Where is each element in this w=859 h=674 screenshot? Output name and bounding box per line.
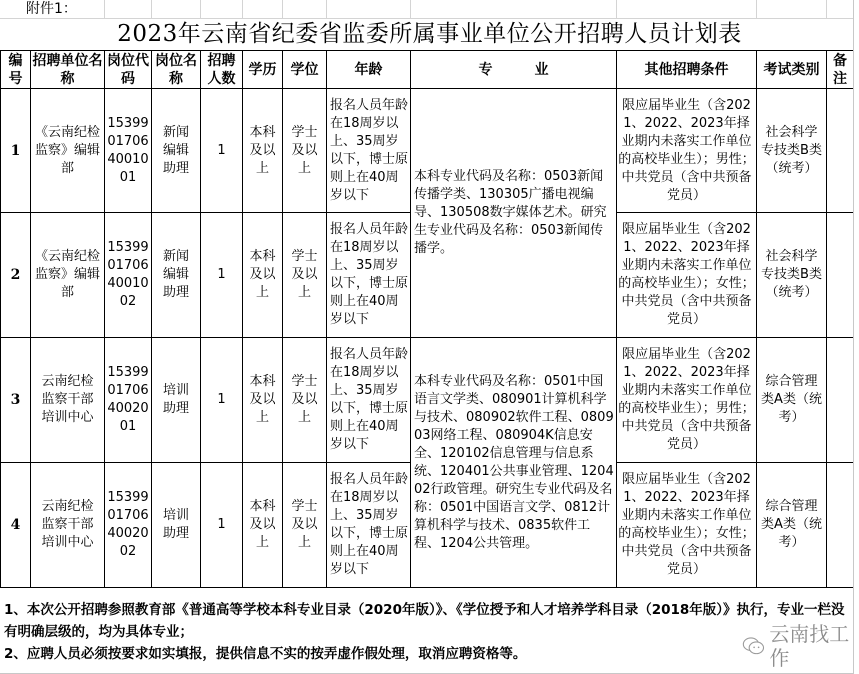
row-remark xyxy=(827,213,854,338)
row-major: 本科专业代码及名称：0503新闻传播学类、130305广播电视编导、130508数字媒体艺术。研究生专业代码及名称：0503新闻传播学。 xyxy=(411,89,617,338)
header-index: 编号 xyxy=(1,51,31,89)
row-other-conditions: 限应届毕业生（含2021、2022、2023年择业期内未落实工作单位的高校毕业生）；女性；中共党员（含中共预备党员） xyxy=(617,463,757,588)
header-degree: 学位 xyxy=(283,51,327,89)
row-education: 本科及以上 xyxy=(243,89,283,213)
row-other-conditions: 限应届毕业生（含2021、2022、2023年择业期内未落实工作单位的高校毕业生）；男性；中共党员（含中共预备党员） xyxy=(617,89,757,213)
header-age: 年龄 xyxy=(327,51,411,89)
row-post-code: 15399017064001002 xyxy=(105,213,152,338)
wechat-icon xyxy=(742,635,765,657)
row-education: 本科及以上 xyxy=(243,463,283,588)
header-exam-type: 考试类别 xyxy=(757,51,827,89)
row-age: 报名人员年龄在18周岁以上、35周岁以下，博士原则上在40周岁以下 xyxy=(327,338,411,463)
row-education: 本科及以上 xyxy=(243,213,283,338)
top-gridlines xyxy=(0,0,853,19)
row-degree: 学士及以上 xyxy=(283,338,327,463)
table-row xyxy=(1,89,854,213)
header-count: 招聘人数 xyxy=(201,51,243,89)
recruitment-plan-table xyxy=(0,50,854,588)
row-other-conditions: 限应届毕业生（含2021、2022、2023年择业期内未落实工作单位的高校毕业生）；女性；中共党员（含中共预备党员） xyxy=(617,213,757,338)
row-count: 1 xyxy=(201,89,243,213)
header-post-code: 岗位代码 xyxy=(105,51,152,89)
row-age: 报名人员年龄在18周岁以上、35周岁以下，博士原则上在40周岁以下 xyxy=(327,213,411,338)
row-count: 1 xyxy=(201,338,243,463)
row-post-name: 新闻编辑助理 xyxy=(152,213,201,338)
row-unit: 《云南纪检监察》编辑部 xyxy=(31,89,105,213)
footnote-2: 2、应聘人员必须按要求如实填报，提供信息不实的按弄虚作假处理，取消应聘资格等。 xyxy=(4,646,527,662)
row-post-code: 15399017064001001 xyxy=(105,89,152,213)
row-post-code: 15399017064002002 xyxy=(105,463,152,588)
sheet-right-edge xyxy=(853,0,854,674)
page-title: 2023年云南省纪委省监委所属事业单位公开招聘人员计划表 xyxy=(117,21,742,47)
row-post-name: 新闻编辑助理 xyxy=(152,89,201,213)
row-post-name: 培训助理 xyxy=(152,338,201,463)
header-major: 专 业 xyxy=(411,51,617,89)
row-index: 2 xyxy=(1,213,31,338)
row-major: 本科专业代码及名称：0501中国语言文学类、080901计算机科学与技术、080902软件工程、080903网络工程、080904K信息安全、120102信息管理与信息系统、120401公共事业管理、120402行政管理。研究生专业代码及名称：0501中国语言文学、0812计算机科学与技术、0835软件工程、1204公共管理。 xyxy=(411,338,617,588)
row-degree: 学士及以上 xyxy=(283,213,327,338)
header-post-name: 岗位名称 xyxy=(152,51,201,89)
row-count: 1 xyxy=(201,463,243,588)
row-remark xyxy=(827,338,854,463)
row-remark xyxy=(827,89,854,213)
row-age: 报名人员年龄在18周岁以上、35周岁以下，博士原则上在40周岁以下 xyxy=(327,463,411,588)
row-index: 1 xyxy=(1,89,31,213)
row-education: 本科及以上 xyxy=(243,338,283,463)
row-age: 报名人员年龄在18周岁以上、35周岁以下，博士原则上在40周岁以下 xyxy=(327,89,411,213)
footnotes xyxy=(0,587,853,674)
row-unit: 《云南纪检监察》编辑部 xyxy=(31,213,105,338)
row-index: 3 xyxy=(1,338,31,463)
row-exam-type: 综合管理类A类（统考） xyxy=(757,463,827,588)
row-degree: 学士及以上 xyxy=(283,89,327,213)
row-other-conditions: 限应届毕业生（含2021、2022、2023年择业期内未落实工作单位的高校毕业生）；男性；中共党员（含中共预备党员） xyxy=(617,338,757,463)
header-education: 学历 xyxy=(243,51,283,89)
watermark xyxy=(742,622,859,670)
row-exam-type: 综合管理类A类（统考） xyxy=(757,338,827,463)
row-unit: 云南纪检监察干部培训中心 xyxy=(31,463,105,588)
attachment-label: 附件1： xyxy=(26,1,77,17)
header-remark: 备注 xyxy=(827,51,854,89)
watermark-text: 云南找工作 xyxy=(769,622,850,670)
footnote-1: 1、本次公开招聘参照教育部《普通高等学校本科专业目录（2020年版）》、《学位授予和人才培养学科目录（2018年版）》执行，专业一栏没有明确层级的，均为具体专业； xyxy=(4,602,845,640)
row-post-name: 培训助理 xyxy=(152,463,201,588)
row-degree: 学士及以上 xyxy=(283,463,327,588)
row-post-code: 15399017064002001 xyxy=(105,338,152,463)
row-unit: 云南纪检监察干部培训中心 xyxy=(31,338,105,463)
row-index: 4 xyxy=(1,463,31,588)
table-row xyxy=(1,338,854,463)
header-other-conditions: 其他招聘条件 xyxy=(617,51,757,89)
row-exam-type: 社会科学专技类B类（统考） xyxy=(757,213,827,338)
row-count: 1 xyxy=(201,213,243,338)
row-exam-type: 社会科学专技类B类（统考） xyxy=(757,89,827,213)
table-header-row xyxy=(1,51,854,89)
row-remark xyxy=(827,463,854,588)
header-unit: 招聘单位名称 xyxy=(32,52,103,87)
